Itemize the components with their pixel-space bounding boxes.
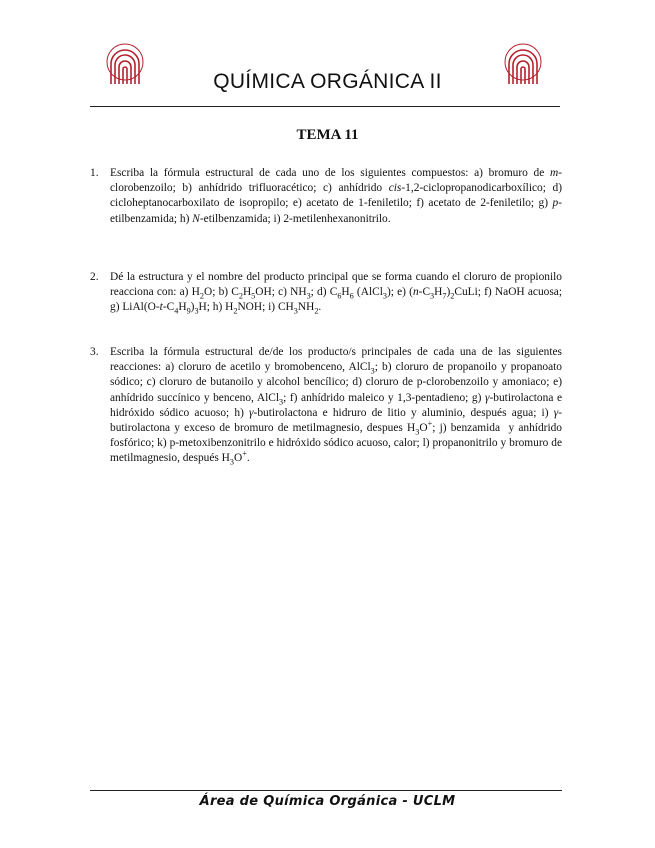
question-text: Escriba la fórmula estructural de/de los producto/s principales de cada una de las siguientes reacciones: a) cloruro de acetilo y bromobenceno, AlCl$_3$; b) cloruro de propanoilo y propanoato sódico; c) cloruro de butanoilo y alcohol bencílico; d) cloruro de p-clorobenzoilo y amoniaco; e) anhídrido succínico y benceno, AlCl$_3$; f) anhídrido maleico y 1,3-pentadieno; g) γ-butirolactona e hidróxido sódico acuoso; h) γ-butirolactona e hidruro de litio y aluminio, después agua; i) γ-butirolactona y exceso de bromuro de metilmagnesio, despues $H_3O^+$; j) benzamida y anhídrido fosfórico; k) p-metoxibenzonitrilo e hidróxido sódico acuoso, calor; l) propanonitrilo y bromuro de metilmagnesio, después $H_3O^+$. <box>110 346 563 467</box>
question-number: 2. <box>90 271 99 283</box>
header-divider <box>90 106 560 107</box>
question-text: Dé la estructura y el nombre del producto principal que se forma cuando el cloruro de propionilo reacciona con: a) $H_2O$; b) $C_2H_5OH$; c) $NH_3$; d) $C_6H_6$ (AlCl$_3$); e) $(n-C_3H_7)_2CuLi$; f) NaOH acuosa; g) $LiAl(O-t-C_4H_9)_3H$; h) $H_2NOH$; i) $CH_3NH_2$. <box>110 271 562 316</box>
question-2 <box>90 270 562 316</box>
footer-text: Área de Química Orgánica - UCLM <box>199 794 456 809</box>
question-1 <box>90 166 562 227</box>
question-number: 3. <box>90 346 99 358</box>
footer-divider <box>90 790 562 791</box>
question-number: 1. <box>90 167 99 179</box>
page-title: QUÍMICA ORGÁNICA II <box>213 70 442 93</box>
section-title: TEMA 11 <box>296 127 359 143</box>
question-3 <box>90 345 562 467</box>
question-text: Escriba la fórmula estructural de cada uno de los siguientes compuestos: a) bromuro de m-clorobenzoilo; b) anhídrido trifluoracético; c) anhídrido cis-1,2-ciclopropanodicarboxílico; d) cicloheptanocarboxilato de isopropilo; e) acetato de 1-feniletilo; f) acetato de 2-feniletilo; g) p-etilbenzamida; h) N-etilbenzamida; i) 2-metilenhexanonitrilo. <box>110 167 562 225</box>
